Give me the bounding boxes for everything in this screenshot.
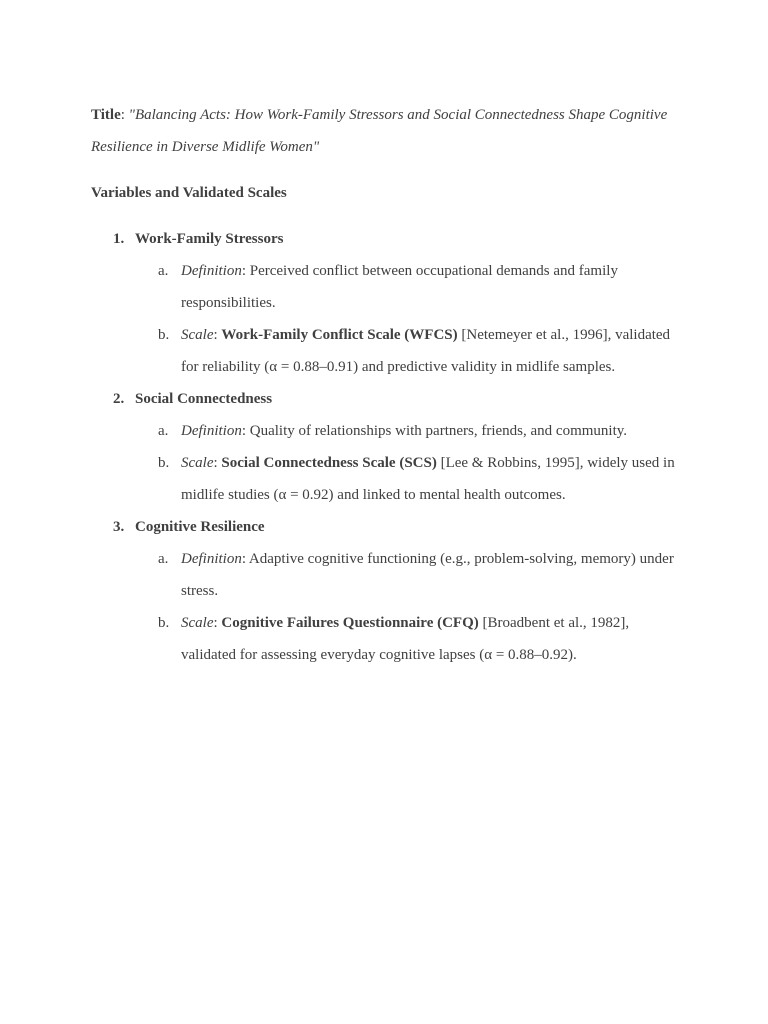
sub-item-body — [181, 319, 679, 383]
sub-item-label: Definition — [181, 263, 242, 279]
variable-name: Social Connectedness — [135, 391, 273, 407]
sub-item-body — [181, 607, 679, 671]
sub-item-separator: : — [213, 327, 222, 343]
sub-item-letter: a. — [158, 263, 169, 279]
section-heading: Variables and Validated Scales — [91, 185, 287, 201]
sub-item-body — [181, 255, 679, 319]
scale-name: Social Connectedness Scale (SCS) — [221, 455, 437, 471]
sub-item-separator: : — [241, 551, 249, 567]
variable-heading — [91, 511, 691, 543]
title-separator: : — [120, 107, 129, 123]
sub-item-letter: a. — [158, 423, 169, 439]
sub-item-body — [181, 415, 679, 447]
variable-item — [91, 223, 691, 383]
definition-item — [91, 255, 691, 319]
sub-item-separator: : — [241, 423, 250, 439]
variable-heading — [91, 383, 691, 415]
sub-item-separator: : — [241, 263, 250, 279]
variable-sub-list — [91, 255, 691, 383]
sub-item-label: Scale — [181, 327, 214, 343]
sub-item-text: [Lee & Robbins, 1995], widely used in midlife studies (α = 0.92) and linked to mental health outcomes. — [181, 455, 675, 503]
variable-number: 2. — [113, 391, 125, 407]
sub-item-label: Definition — [181, 423, 242, 439]
variable-number: 1. — [113, 231, 125, 247]
sub-item-text: Quality of relationships with partners, friends, and community. — [249, 423, 628, 439]
sub-item-body — [181, 447, 679, 511]
sub-item-label: Scale — [181, 455, 214, 471]
sub-item-letter: b. — [158, 327, 170, 343]
sub-item-text: Adaptive cognitive functioning (e.g., problem-solving, memory) under stress. — [181, 551, 674, 599]
variables-list — [91, 223, 691, 671]
variable-heading — [91, 223, 691, 255]
definition-item — [91, 543, 691, 607]
variable-name: Work-Family Stressors — [135, 231, 284, 247]
scale-name: Work-Family Conflict Scale (WFCS) — [221, 327, 458, 343]
sub-item-text: [Broadbent et al., 1982], validated for assessing everyday cognitive lapses (α = 0.88–0.92). — [181, 615, 630, 663]
definition-item — [91, 415, 691, 447]
sub-item-text: [Netemeyer et al., 1996], validated for reliability (α = 0.88–0.91) and predictive validity in midlife samples. — [181, 327, 671, 375]
variable-item — [91, 511, 691, 671]
scale-item — [91, 447, 691, 511]
variable-item — [91, 383, 691, 511]
title-text: "Balancing Acts: How Work-Family Stressors and Social Connectedness Shape Cognitive Resilience in Diverse Midlife Women" — [91, 107, 668, 155]
scale-item — [91, 607, 691, 671]
sub-item-body — [181, 543, 679, 607]
variable-sub-list — [91, 543, 691, 671]
document-title — [91, 99, 691, 163]
sub-item-separator: : — [213, 455, 222, 471]
scale-item — [91, 319, 691, 383]
title-label: Title — [91, 107, 121, 123]
sub-item-letter: a. — [158, 551, 169, 567]
sub-item-letter: b. — [158, 455, 170, 471]
variable-number: 3. — [113, 519, 125, 535]
variable-sub-list — [91, 415, 691, 511]
sub-item-separator: : — [213, 615, 222, 631]
sub-item-letter: b. — [158, 615, 170, 631]
scale-name: Cognitive Failures Questionnaire (CFQ) — [221, 615, 479, 631]
sub-item-label: Scale — [181, 615, 214, 631]
sub-item-label: Definition — [181, 551, 242, 567]
variable-name: Cognitive Resilience — [135, 519, 265, 535]
sub-item-text: Perceived conflict between occupational demands and family responsibilities. — [181, 263, 618, 311]
